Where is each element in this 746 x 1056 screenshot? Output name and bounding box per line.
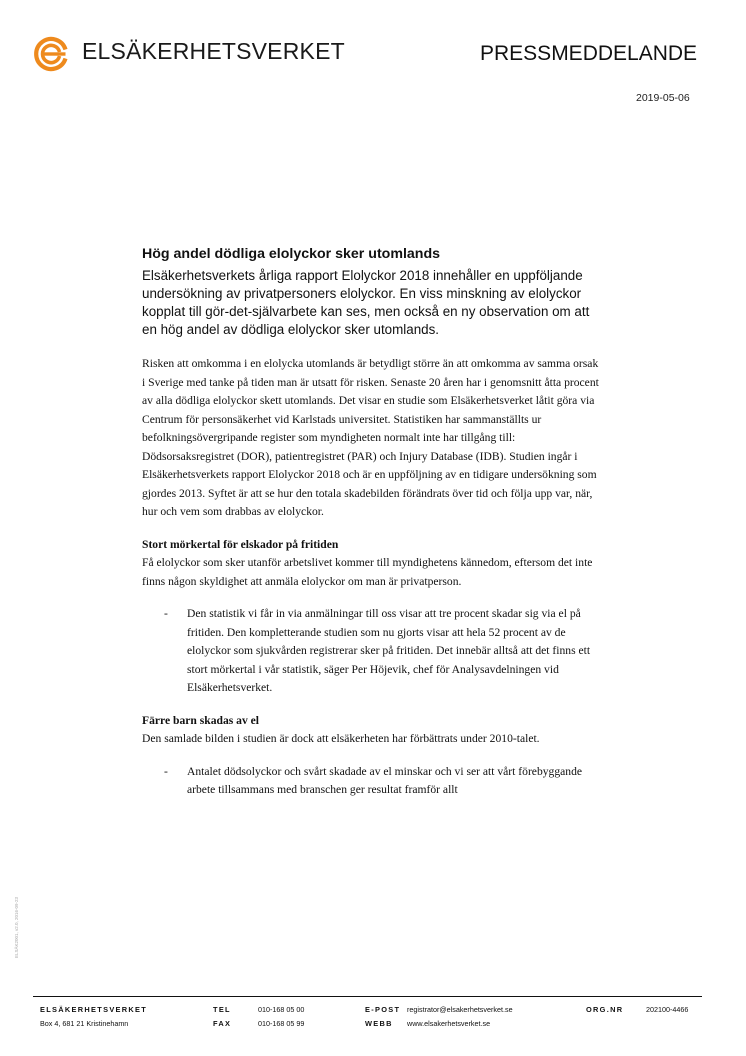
footer-orgnr: 202100-4466 [646, 1005, 689, 1014]
bullet-dash: - [164, 764, 168, 778]
footer-tel-label: TEL [213, 1005, 231, 1014]
footer-web[interactable]: www.elsakerhetsverket.se [407, 1019, 491, 1028]
subheading-2: Färre barn skadas av el [142, 713, 260, 727]
footer-fax-label: FAX [213, 1019, 232, 1028]
footer-email-label: E-POST [365, 1005, 401, 1014]
footer-divider [33, 996, 702, 997]
document-date: 2019-05-06 [636, 92, 690, 104]
body-paragraph-3: Den samlade bilden i studien är dock att elsäkerheten har förbättrats under 2010-talet. [142, 732, 540, 745]
elsakerhetsverket-logo-icon [33, 36, 71, 72]
article-headline: Hög andel dödliga elolyckor sker utomlands [142, 246, 440, 262]
footer-web-label: WEBB [365, 1019, 393, 1028]
template-code: ELSÄK2001, v2.0, 2016-09-23 [14, 896, 19, 958]
article-lead: Elsäkerhetsverkets årliga rapport Elolyckor 2018 innehåller en uppföljande undersökning av privatpersoners elolyckor. En viss minskning av elolyckor kopplat till gör-det-självarbete kan ses, men också en ny observation om att en hög andel av dödliga elolyckor sker utomlands. [142, 268, 590, 337]
brand-name: ELSÄKERHETSVERKET [82, 38, 345, 64]
footer-tel: 010-168 05 00 [258, 1005, 305, 1014]
quote-text-2: Antalet dödsolyckor och svårt skadade av el minskar och vi ser att vårt förebyggande arbete tillsammans med branschen ger resultat framför allt [187, 764, 583, 796]
quote-bullet-1 [142, 605, 602, 698]
document-type: PRESSMEDDELANDE [480, 42, 698, 65]
quote-bullet-2 [142, 763, 602, 800]
footer-email[interactable]: registrator@elsakerhetsverket.se [407, 1005, 513, 1014]
footer-fax: 010-168 05 99 [258, 1019, 305, 1028]
footer-org-name: ELSÄKERHETSVERKET [40, 1005, 148, 1014]
article-body [142, 245, 602, 814]
footer-address: Box 4, 681 21 Kristinehamn [40, 1019, 129, 1028]
bullet-dash: - [164, 607, 168, 620]
body-paragraph-1: Risken att omkomma i en elolycka utomlands är betydligt större än att omkomma av samma orsak i Sverige med tanke på tiden man är utsatt för risken. Senaste 20 åren har i genomsnitt åtta procent av alla dödliga elolyckor skett utomlands. Det visar en studie som Elsäkerhetsverket låtit göra via Centrum för personsäkerhet vid Karlstads universitet. Statistiken har sammanställts ur befolkningsövergripande register som myndigheten normalt inte har tillgång till: Dödsorsaksregistret (DOR), patientregistret (PAR) och Injury Database (IDB). Studien ingår i Elsäkerhetsverkets rapport Elolyckor 2018 och är en uppföljning av en tidigare undersökning som gjordes 2013. Syftet är att se hur den totala skadebilden förändrats över tid och följa upp var, när, hur och vem som drabbas av elolyckor. [142, 357, 599, 518]
quote-text-1: Den statistik vi får in via anmälningar till oss visar att tre procent skadar sig via el på fritiden. Den kompletterande studien som nu gjorts visar att hela 52 procent av de elolyckor som sjukvården registrerar sker på fritiden. Det innebär alltså att det finns ett stort mörkertal i vår statistik, säger Per Höjevik, chef för Analysavdelningen vid Elsäkerhetsverket. [187, 607, 591, 694]
subheading-1: Stort mörkertal för elskador på fritiden [142, 537, 339, 551]
footer-orgnr-label: ORG.NR [586, 1005, 624, 1014]
body-paragraph-2: Få elolyckor som sker utanför arbetslivet kommer till myndighetens kännedom, eftersom det inte finns någon skyldighet att anmäla elolyckor om man är privatperson. [142, 556, 593, 588]
